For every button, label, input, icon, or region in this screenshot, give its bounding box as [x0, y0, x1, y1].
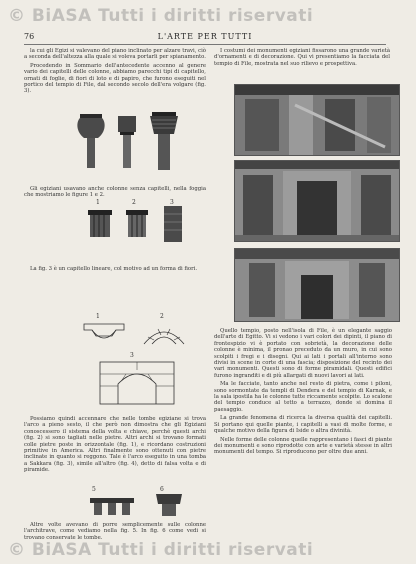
- fig-number: 1: [96, 199, 100, 206]
- watermark-top: © BiASA Tutti i diritti riservati: [8, 6, 314, 26]
- paragraph: Altre volte avevano di porre semplicemente sulle colonne l'architrave, come vediamo nella fig. 5. In fig. 6 come vedi si trovano conservate le tombe.: [24, 522, 206, 541]
- right-column-top-text: [214, 48, 390, 69]
- temple-photo-2: [234, 160, 400, 242]
- fig-number: 1: [96, 313, 100, 320]
- temple-photo-3: [234, 248, 400, 322]
- paragraph: Procedendo in Sommario dell'antecedente accenno al genere vario dei capitelli delle colonne, abbiamo parecchi tipi di capitello, ornati di foglie, di fiori di loto e di papiro, che furono eseguiti nel portico del tempio di File, dal secondo secolo dell'era volgare (fig. 3).: [24, 62, 206, 95]
- caption-text: [24, 186, 206, 201]
- fig-number: 3: [130, 352, 134, 359]
- left-column-top-text: [24, 48, 206, 97]
- fig-number: 5: [92, 486, 96, 493]
- paragraph: Nelle forme delle colonne quelle rappresentano i fasci di piante dei monumenti e sono riprodotte con arte e varietà stesse in altri monumenti del tempo. Si riproducono per oltre due anni.: [214, 436, 392, 456]
- paragraph: La fig. 3 è un capitello lineare, col motivo ad un forma di fiori.: [30, 266, 198, 272]
- arch-diagrams-top: [82, 320, 194, 348]
- arch-diagram-large: [98, 360, 176, 406]
- right-column-bottom-text: [214, 328, 392, 458]
- caption: Gli egiziani usavano anche colonne senza capitelli, nella foggia che mostriamo le figure 1 e 2.: [24, 186, 206, 199]
- paragraph: la cui gli Egizi si valevano del piano inclinato per alzare travi, ciò a seconda dell'altezza alla quale si voleva portarli per spianamento.: [24, 48, 206, 61]
- capitals-illustration: [70, 110, 190, 180]
- paragraph: La grande fenomena di ricerca la diversa qualità dei capitelli. Si portano qui quelle piante, i capitelli a vasi di molte forme, e qualche motivo della figura di Iside o altra divinità.: [214, 415, 392, 435]
- temple-photo-1: [234, 84, 400, 156]
- paragraph: Quello tempio, posto nell'isola di File, è un elegante saggio dell'arte di Egitto. Vi si vedono i vari colori dei dipinti, il piano di frontespizio vi è portato con sobrietà, la decorazione delle colonne è minima, il pronao preceduto da un muro, in cui sono scolpiti i fregi e i disegni. Qui ai lati i portali all'interno sono divisi in scene in corte di una fascia; disposizione del recinto dei vari monumenti. Questi sono di forme piramidali. Questi edifici furono ingranditi e di più allargati di nuovi lavori ai lati.: [214, 328, 392, 379]
- page-number: 76: [24, 32, 35, 41]
- watermark-bottom: © BiASA Tutti i diritti riservati: [8, 540, 314, 560]
- left-column-lower-text: [24, 416, 206, 476]
- left-column-middle-text: [24, 266, 206, 274]
- fig-number: 6: [160, 486, 164, 493]
- fig-number: 3: [170, 199, 174, 206]
- architrave-illustration: [84, 492, 196, 518]
- fig-number: 2: [132, 199, 136, 206]
- fig-number: 2: [160, 313, 164, 320]
- columns-illustration: [84, 206, 194, 246]
- paragraph: Possiamo quindi accennare che nelle tombe egiziane si trova l'arco a pieno sesto, il che però non dimostra che gli Egiziani conoscessero il sistema della volta e chiave, perchè questi archi (fig. 2) si sono tagliati nelle pietre. Altri archi si trovano formati colle pietre poste in orizzontale (fig. 1), e ricordano costruzioni primitive in America. Altri finalmente sono ottenuti con pietre inclinate in quanto si reggono. Tale è l'arco eseguito in una tomba a Sakkara (fig. 3), simile all'altro (fig. 4), detto di falsa volta e di piramide.: [24, 416, 206, 474]
- running-title: L'ARTE PER TUTTI: [157, 32, 253, 41]
- page-header: [24, 32, 386, 45]
- paragraph: I costumi dei monumenti egiziani fissarono una grande varietà d'ornamenti e di decorazione. Qui vi presentiamo la facciata del tempio di File, mostrata nel suo rilievo e prospettiva.: [214, 48, 390, 67]
- paragraph: Ma le facciate, tanto anche nel resto di pietra, come i piloni, sono sormontate da templi di Dendera e del tempio di Karnak, e la sala ipostila ha le colonne tutte riccamente scolpite. Lo scalone del tempio conduce al tetto a terrazzo, donde si domina il paesaggio.: [214, 381, 392, 413]
